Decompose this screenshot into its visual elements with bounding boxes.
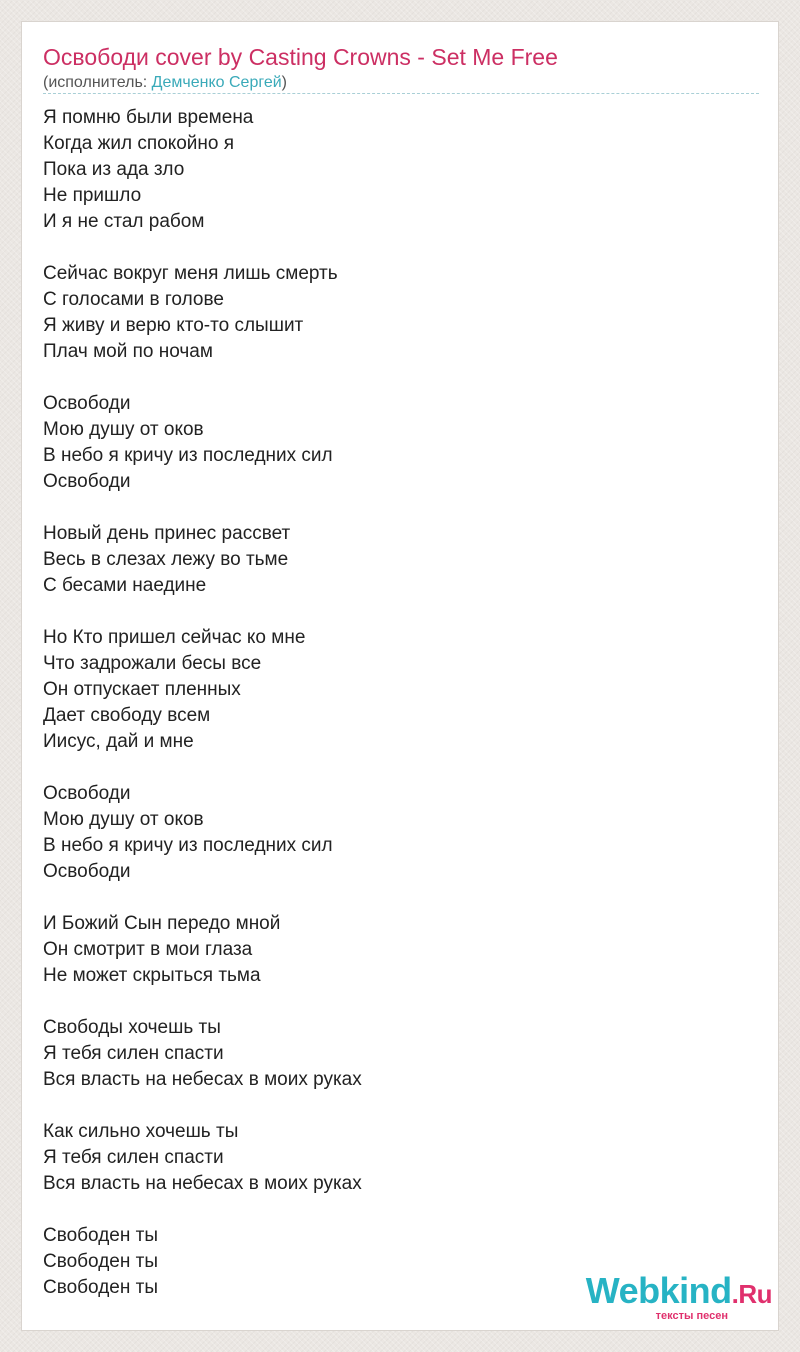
lyrics-text [43, 105, 743, 1301]
lyric-line: И я не стал рабом [43, 211, 205, 232]
lyric-line: Освободи [43, 783, 131, 804]
lyric-line: Весь в слезах лежу во тьме [43, 549, 289, 570]
lyric-line: Освободи [43, 471, 131, 492]
lyric-line: Как сильно хочешь ты [43, 1121, 239, 1142]
lyric-line: Дает свободу всем [43, 705, 211, 726]
lyric-line: В небо я кричу из последних сил [43, 445, 333, 466]
lyric-line: Свободен ты [43, 1225, 158, 1246]
lyric-line: Плач мой по ночам [43, 341, 213, 362]
lyric-line: Не пришло [43, 185, 142, 206]
lyric-line: Мою душу от оков [43, 419, 204, 440]
stanza-gap [43, 235, 743, 261]
lyric-line: С бесами наедине [43, 575, 207, 596]
lyric-line: Вся власть на небесах в моих руках [43, 1173, 362, 1194]
stanza-gap [43, 495, 743, 521]
lyric-line: Он отпускает пленных [43, 679, 241, 700]
lyric-line: Иисус, дай и мне [43, 731, 194, 752]
lyric-line: Освободи [43, 861, 131, 882]
performer-link[interactable]: Демченко Сергей [151, 74, 282, 91]
lyric-line: Я тебя силен спасти [43, 1147, 224, 1168]
performer-prefix: (исполнитель: [43, 74, 152, 91]
stanza-gap [43, 1093, 743, 1119]
lyric-line: Что задрожали бесы все [43, 653, 262, 674]
lyric-line: Я живу и верю кто-то слышит [43, 315, 304, 336]
lyrics-card [21, 21, 779, 1331]
lyric-line: Я помню были времена [43, 107, 254, 128]
lyric-line: Вся власть на небесах в моих руках [43, 1069, 362, 1090]
stanza-gap [43, 989, 743, 1015]
lyric-line: И Божий Сын передо мной [43, 913, 281, 934]
lyric-line: В небо я кричу из последних сил [43, 835, 333, 856]
logo-word: Webkind [585, 1270, 732, 1311]
logo-tagline: тексты песен [655, 1310, 728, 1322]
title-divider [43, 93, 759, 94]
webkind-logo[interactable] [585, 1270, 772, 1322]
lyric-line: Когда жил спокойно я [43, 133, 235, 154]
performer-line [43, 73, 287, 93]
lyric-line: Свободы хочешь ты [43, 1017, 221, 1038]
performer-suffix: ) [281, 74, 287, 91]
stanza-gap [43, 365, 743, 391]
page-title: Освободи cover by Casting Crowns - Set Me Free [43, 44, 558, 70]
lyric-line: Пока из ада зло [43, 159, 185, 180]
lyric-line: Свободен ты [43, 1277, 158, 1298]
stanza-gap [43, 599, 743, 625]
stanza-gap [43, 1197, 743, 1223]
lyric-line: С голосами в голове [43, 289, 224, 310]
lyric-line: Не может скрыться тьма [43, 965, 261, 986]
lyric-line: Свободен ты [43, 1251, 158, 1272]
lyric-line: Сейчас вокруг меня лишь смерть [43, 263, 338, 284]
lyric-line: Мою душу от оков [43, 809, 204, 830]
lyric-line: Но Кто пришел сейчас ко мне [43, 627, 306, 648]
lyric-line: Я тебя силен спасти [43, 1043, 224, 1064]
lyric-line: Он смотрит в мои глаза [43, 939, 253, 960]
stanza-gap [43, 885, 743, 911]
logo-tld: .Ru [731, 1279, 772, 1309]
lyric-line: Новый день принес рассвет [43, 523, 291, 544]
stanza-gap [43, 755, 743, 781]
lyric-line: Освободи [43, 393, 131, 414]
